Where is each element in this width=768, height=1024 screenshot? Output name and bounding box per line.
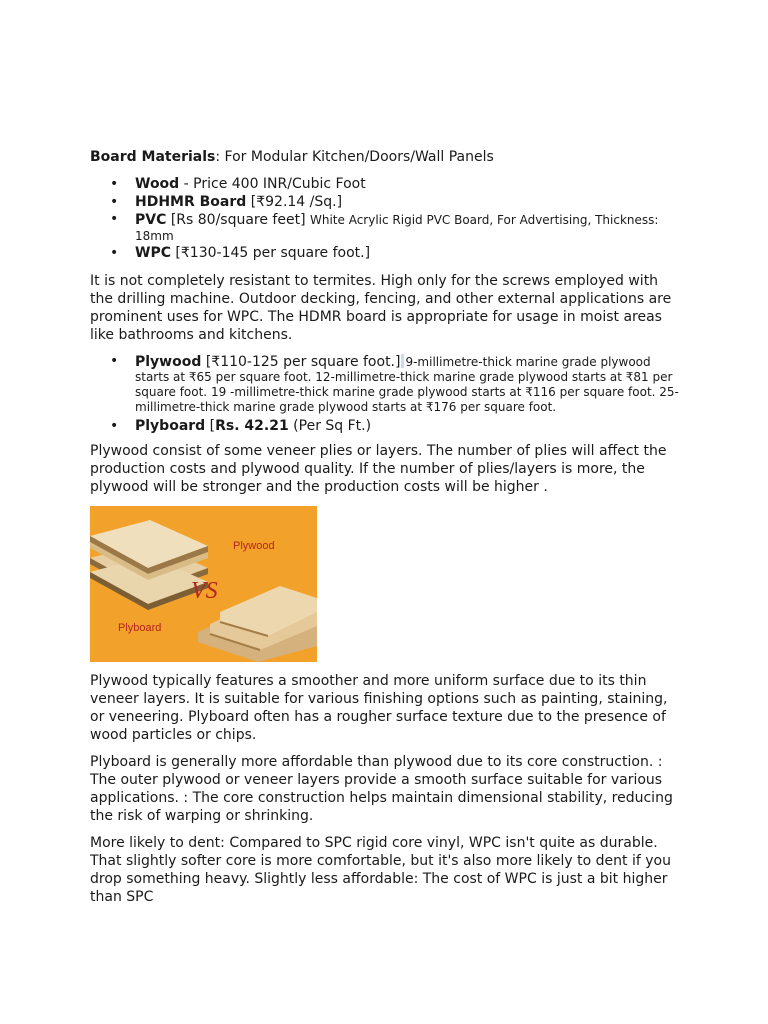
bullet-icon: •	[110, 353, 119, 369]
document-page	[90, 148, 680, 915]
item-label: HDHMR Board	[135, 194, 247, 210]
item-text: [Rs 80/square feet]	[166, 212, 310, 228]
item-text: [₹130-145 per square foot.]	[170, 245, 371, 261]
list-item-plywood	[90, 354, 680, 415]
paragraph-affordability: Plyboard is generally more affordable than plywood due to its core construction. : The outer plywood or veneer layers provide a smooth surface suitable for various applications. : The core construction helps maintain dimensional stability, reducing the risk of warping or shrinking.	[90, 754, 673, 824]
item-text: [₹110-125 per square foot.]	[201, 354, 401, 370]
paragraph-plywood-plies: Plywood consist of some veneer plies or layers. The number of plies will affect the production costs and plywood quality. If the number of plies/layers is more, the plywood will be stronger and the production costs will be higher .	[90, 443, 667, 495]
plyboard-label: Plyboard	[118, 622, 162, 634]
item-unit: (Per Sq Ft.)	[288, 418, 372, 434]
item-label: Plyboard	[135, 418, 206, 434]
bullet-icon: •	[110, 176, 119, 192]
paragraph-wpc-dent: More likely to dent: Compared to SPC rigid core vinyl, WPC isn't quite as durable. That slightly softer core is more comfortable, but it's also more likely to dent if you drop something heavy. Slightly less affordable: The cost of WPC is just a bit higher than SPC	[90, 835, 671, 905]
bullet-icon: •	[110, 245, 119, 261]
plywood-vs-plyboard-image	[90, 506, 317, 662]
list-item-plyboard	[90, 419, 680, 434]
bullet-icon: •	[110, 418, 119, 434]
heading-title: Board Materials	[90, 149, 216, 165]
paragraph-surface: Plywood typically features a smoother and more uniform surface due to its thin veneer layers. It is suitable for various finishing options such as painting, staining, or veneering. Plyboard often has a rougher surface texture due to the presence of wood particles or chips.	[90, 673, 668, 743]
list-item-pvc	[90, 211, 680, 244]
heading-subtitle: : For Modular Kitchen/Doors/Wall Panels	[215, 149, 494, 165]
item-price: Rs. 42.21	[215, 418, 289, 434]
item-text: [	[205, 418, 216, 434]
bullet-icon: •	[110, 211, 119, 227]
section-heading	[90, 148, 680, 166]
item-text: [₹92.14 /Sq.]	[246, 194, 343, 210]
list-item-wpc	[90, 244, 680, 262]
item-label: PVC	[135, 212, 167, 228]
list-item-hdhmr	[90, 193, 680, 211]
item-label: WPC	[135, 245, 171, 261]
item-text: - Price 400 INR/Cubic Foot	[179, 176, 366, 192]
plywood-list	[90, 354, 680, 434]
board-materials-list	[90, 175, 680, 262]
item-detail: 9-millimetre-thick marine grade plywood starts at ₹65 per square foot. 12-millimetre-thick marine grade plywood starts at ₹81 per square foot. 19 -millimetre-thick marine grade plywood starts at ₹116 per square foot. 25-millimetre-thick marine grade plywood starts at ₹176 per square foot.	[135, 355, 679, 414]
vs-label: VS	[191, 578, 218, 604]
paragraph-termites: It is not completely resistant to termites. High only for the screws employed with the drilling machine. Outdoor decking, fencing, and other external applications are prominent uses for WPC. The HDMR board is appropriate for usage in moist areas like bathrooms and kitchens.	[90, 273, 672, 343]
bullet-icon: •	[110, 194, 119, 210]
item-label: Wood	[135, 176, 180, 192]
plywood-label: Plywood	[233, 540, 275, 552]
item-detail: White Acrylic Rigid PVC Board, For Advertising, Thickness: 18mm	[135, 213, 659, 243]
item-label: Plywood	[135, 354, 202, 370]
list-item-wood	[90, 175, 680, 193]
